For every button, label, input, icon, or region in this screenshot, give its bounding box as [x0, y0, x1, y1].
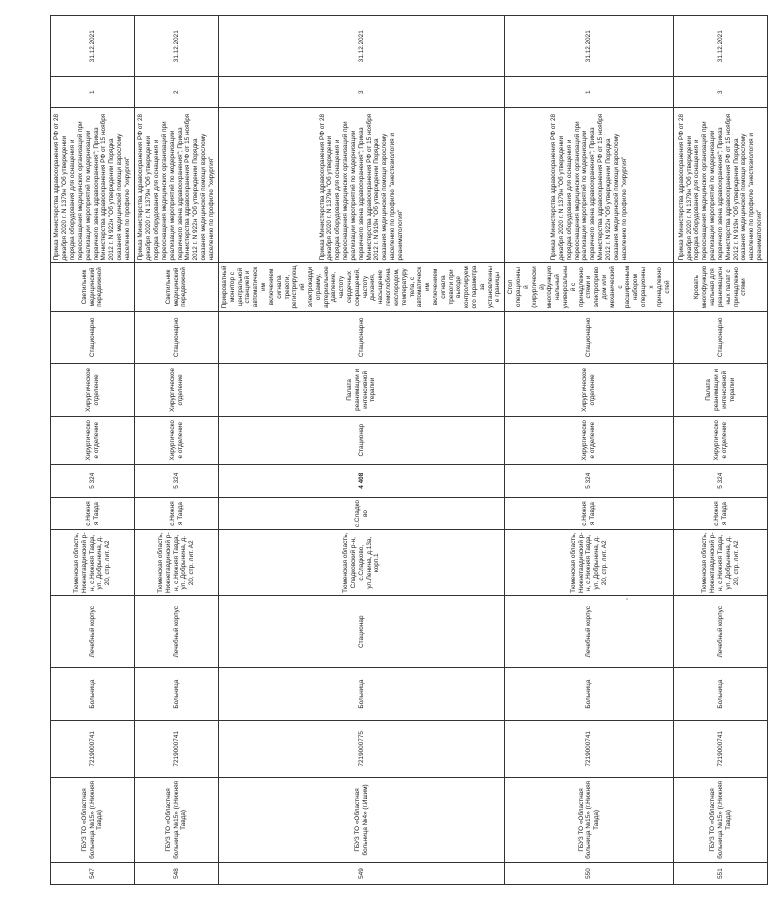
cell-dept2: Хирургическое отделение: [505, 364, 674, 417]
cell-address: Тюменская область, Нижнетавдинский р-н, с.Нижняя Тавда, ул. Добрынина, д. 20, стр. лит. А2: [674, 530, 768, 596]
cell-dept1: Хирургическое отделение: [674, 416, 768, 464]
cell-equipment: Светильник медицинский передвижной: [51, 263, 135, 311]
cell-type: Больница: [505, 668, 674, 721]
cell-code: 7219000775: [219, 720, 505, 777]
cell-dept2: Хирургическое отделение: [51, 364, 135, 417]
cell-locality: с.Нижняя Тавда: [51, 497, 135, 530]
cell-docs: Приказ Министерства здравоохранения РФ от 28 декабря 2020 г. N 1379н "Об утверждении порядка оборудования для оснащения и переоснащения медицинских организаций при реализации мероприятий по модернизации первичного звена здравоохранения"; Приказ Министерства здравоохранения РФ от 15 ноября 2012 г. N 922н "Об утверждении Порядка оказания медицинской помощи взрослому населению по профилю "хирургия": [51, 108, 135, 263]
cell-area: 5 324: [674, 464, 768, 497]
cell-area: 5 324: [135, 464, 219, 497]
cell-date: 31.12.2021: [135, 16, 219, 77]
cell-address: Тюменская область, Нижнетавдинский р-н, с.Нижняя Тавда, ул. Добрынина, д. 20, стр. лит. А2: [505, 530, 674, 596]
cell-dept1: Хирургическое отделение: [51, 416, 135, 464]
cell-name: ГБУЗ ТО «Областная больница №15» (г.Нижняя Тавда): [505, 777, 674, 862]
cell-type: Больница: [674, 668, 768, 721]
cell-qty: 2: [135, 77, 219, 108]
cell-date: 31.12.2021: [674, 16, 768, 77]
rotated-table-container: [50, 15, 763, 885]
cell-address: Тюменская область, Сладковский р-н, с.Сладково, ул.Ленина, д.13а, корп.1: [219, 530, 505, 596]
cell-date: 31.12.2021: [505, 16, 674, 77]
cell-building: Лечебный корпус: [674, 596, 768, 668]
cell-area: 5 324: [51, 464, 135, 497]
cell-locality: с.Нижняя Тавда: [674, 497, 768, 530]
cell-code: 7219000741: [51, 720, 135, 777]
cell-num: 547: [51, 863, 135, 885]
cell-docs: Приказ Министерства здравоохранения РФ от 28 декабря 2020 г. N 1379н "Об утверждении порядка оборудования для оснащения и переоснащения медицинских организаций при реализации мероприятий по модернизации первичного звена здравоохранения"; Приказ Министерства здравоохранения РФ от 15 ноября 2012 г. N 922н "Об утверждении Порядка оказания медицинской помощи взрослому населению по профилю "хирургия": [135, 108, 219, 263]
cell-dept1: Хирургическое отделение: [135, 416, 219, 464]
cell-locality: с.Нижняя Тавда: [135, 497, 219, 530]
cell-equipment: Светильник медицинский передвижной: [135, 263, 219, 311]
cell-qty: 1: [51, 77, 135, 108]
cell-area: 4 408: [219, 464, 505, 497]
cell-num: 550: [505, 863, 674, 885]
cell-code: 7219000741: [674, 720, 768, 777]
cell-dept2: Палата реанимации и интенсивной терапии: [674, 364, 768, 417]
cell-qty: 1: [505, 77, 674, 108]
cell-dept1: Стационар: [219, 416, 505, 464]
cell-area: 5 324: [505, 464, 674, 497]
cell-care: Стационарно: [135, 311, 219, 364]
cell-code: 7219000741: [135, 720, 219, 777]
cell-building: Лечебный корпус: [51, 596, 135, 668]
equipment-table: [50, 15, 768, 885]
cell-locality: с.Нижняя Тавда: [505, 497, 674, 530]
cell-docs: Приказ Министерства здравоохранения РФ от 28 декабря 2020 г. N 1379н "Об утверждении порядка оборудования для оснащения и переоснащения медицинских организаций при реализации мероприятий по модернизации первичного звена здравоохранения"; Приказ Министерства здравоохранения РФ от 15 ноября 2012 г. N 922н "Об утверждении Порядка оказания медицинской помощи взрослому населению по профилю "хирургия": [505, 108, 674, 263]
cell-docs: Приказ Министерства здравоохранения РФ от 28 декабря 2020 г. N 1379н "Об утверждении порядка оборудования для оснащения и переоснащения медицинских организаций при реализации мероприятий по модернизации первичного звена здравоохранения"; Приказ Министерства здравоохранения РФ от 15 ноября 2012 г. N 919н "Об утверждении Порядка оказания медицинской помощи взрослому населению по профилю "анестезиология и реаниматология": [219, 108, 505, 263]
cell-building: Лечебный корпус: [505, 596, 674, 668]
cell-dept1: Хирургическое отделение: [505, 416, 674, 464]
cell-docs: Приказ Министерства здравоохранения РФ от 28 декабря 2020 г. N 1379н "Об утверждении порядка оборудования для оснащения и переоснащения медицинских организаций при реализации мероприятий по модернизации первичного звена здравоохранения"; Приказ Министерства здравоохранения РФ от 15 ноября 2012 г. N 919н "Об утверждении Порядка оказания медицинской помощи взрослому населению по профилю "анестезиология и реаниматология": [674, 108, 768, 263]
cell-address: Тюменская область, Нижнетавдинский р-н, с.Нижняя Тавда, ул. Добрынина, д. 20, стр. лит. А2: [51, 530, 135, 596]
table-row: [505, 16, 674, 885]
cell-care: Стационарно: [219, 311, 505, 364]
cell-equipment: Стол операционный (хирургический) многофункциональный универсальный с принадлежностями и электроприводом или механический с расширенным набором операционных принадлежностей: [505, 263, 674, 311]
cell-building: Стационар: [219, 596, 505, 668]
cell-date: 31.12.2021: [51, 16, 135, 77]
cell-care: Стационарно: [505, 311, 674, 364]
table-row: [219, 16, 505, 885]
cell-dept2: Хирургическое отделение: [135, 364, 219, 417]
cell-dept2: Палата реанимации и интенсивной терапии: [219, 364, 505, 417]
cell-code: 7219000741: [505, 720, 674, 777]
cell-date: 31.12.2021: [219, 16, 505, 77]
scan-speck: [626, 598, 628, 600]
cell-type: Больница: [219, 668, 505, 721]
cell-name: ГБУЗ ТО «Областная больница №15» (г.Нижняя Тавда): [674, 777, 768, 862]
cell-name: ГБУЗ ТО «Областная больница №15» (г.Нижняя Тавда): [51, 777, 135, 862]
cell-num: 548: [135, 863, 219, 885]
table-row: [674, 16, 768, 885]
cell-locality: с.Сладково: [219, 497, 505, 530]
cell-equipment: Кровать многофункциональная для реанимационных палат с принадлежностями: [674, 263, 768, 311]
cell-address: Тюменская область, Нижнетавдинский р-н, с.Нижняя Тавда, ул. Добрынина, д. 20, стр. лит. А2: [135, 530, 219, 596]
cell-type: Больница: [51, 668, 135, 721]
cell-name: ГБУЗ ТО «Областная больница №4» (г.Ишим): [219, 777, 505, 862]
cell-care: Стационарно: [674, 311, 768, 364]
table-row: [135, 16, 219, 885]
cell-num: 549: [219, 863, 505, 885]
cell-name: ГБУЗ ТО «Областная больница №15» (г.Нижняя Тавда): [135, 777, 219, 862]
cell-equipment: Прикроватный монитор с центральной станцией и автоматическим включением сигнала тревоги, регистрирующий электрокардиограмму, артериальное давление, частоту сердечных сокращений, частоту дыхания, насыщение гемоглобина кислородом, температуру тела, с автоматическим включением сигнала тревоги при выходе контролируемого параметра за установленные границы: [219, 263, 505, 311]
cell-building: Лечебный корпус: [135, 596, 219, 668]
cell-type: Больница: [135, 668, 219, 721]
cell-num: 551: [674, 863, 768, 885]
cell-care: Стационарно: [51, 311, 135, 364]
table-row: [51, 16, 135, 885]
cell-qty: 3: [219, 77, 505, 108]
cell-qty: 3: [674, 77, 768, 108]
